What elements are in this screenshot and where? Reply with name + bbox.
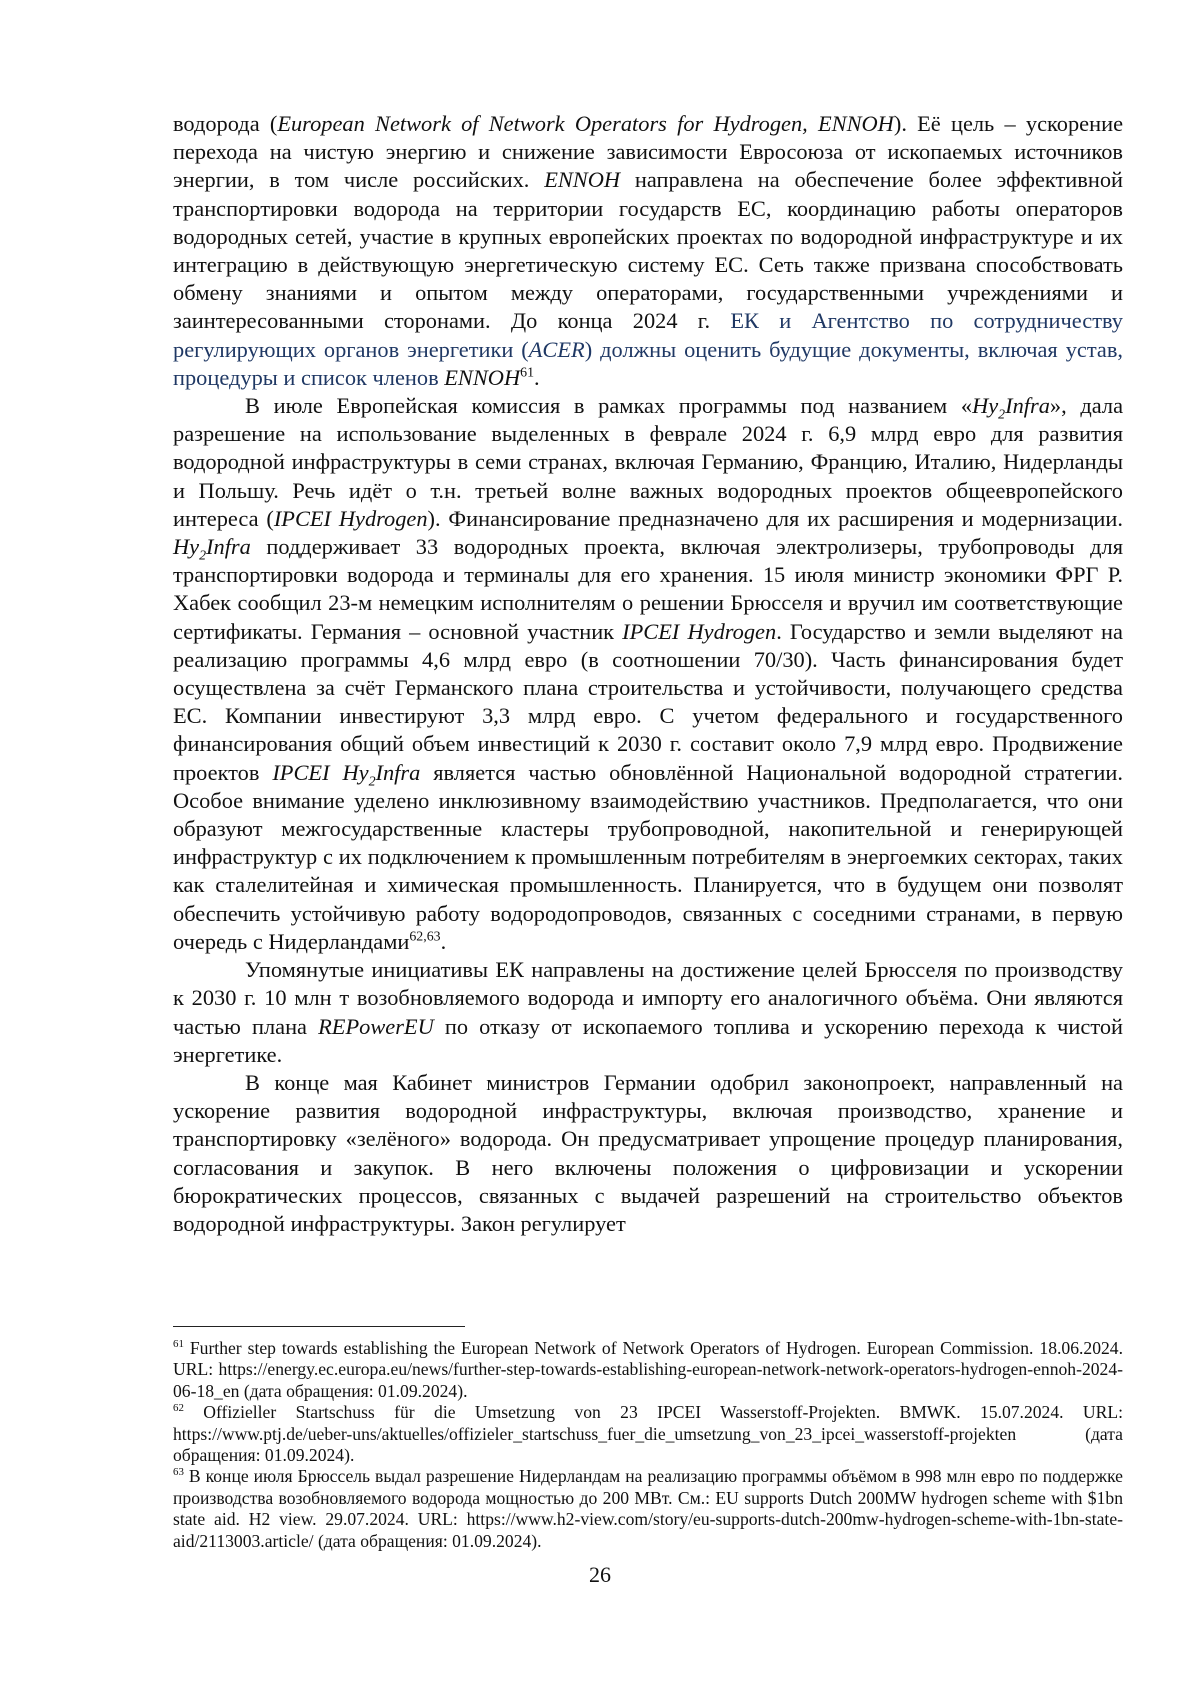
- footnote-61: [173, 1338, 1123, 1402]
- footnote-63: [173, 1466, 1123, 1552]
- footnote-number: 62: [173, 1402, 184, 1415]
- paragraph-ennoh: водорода (European Network of Network Operators for Hydrogen, ENNOH). Её цель – ускорение перехода на чистую энергию и снижение зависимости Евросоюза от ископаемых источников энергии, в том числе российских. ENNOH направлена на обеспечение более эффективной транспортировки водорода на территории государств ЕС, координацию работы операторов водородных сетей, участие в крупных европейских проектах по водородной инфраструктуре и их интеграцию в действующую энергетическую систему ЕС. Сеть также призвана способствовать обмену знаниями и опытом между операторами, государственными учреждениями и заинтересованными сторонами. До конца 2024 г. ЕК и Агентство по сотрудничеству регулирующих органов энергетики (ACER) должны оценить будущие документы, включая устав, процедуры и список членов ENNOH$^{61}$.: [173, 111, 1124, 390]
- footnote-ref-61[interactable]: 61: [520, 365, 535, 381]
- paragraph-cabinet-law: В конце мая Кабинет министров Германии одобрил законопроект, направленный на ускорение развития водородной инфраструктуры, включая производство, хранение и транспортировку «зелёного» водорода. Он предусматривает упрощение процедур планирования, согласования и закупок. В него включены положения о цифровизации и ускорении бюрократических процессов, связанных с выдачей разрешений на строительство объектов водородной инфраструктуры. Закон регулирует: [173, 1069, 1123, 1236]
- footnote-text: Offizieller Startschuss für die Umsetzung von 23 IPCEI Wasserstoff-Projekten. BMWK. 15.07.2024. URL: https://www.ptj.de/ueber-uns/aktuelles/offizieler_startschuss_fuer_die_umsetzung_von_23_ipcei_wasserstoff-projekten (дата обращения: 01.09.2024).: [173, 1402, 1123, 1466]
- footnote-text: Further step towards establishing the European Network of Network Operators of Hydrogen. European Commission. 18.06.2024. URL: https://energy.ec.europa.eu/news/further-step-towards-establishing-european-network-network-operators-hydrogen-ennoh-2024-06-18_en (дата обращения: 01.09.2024).: [173, 1338, 1123, 1401]
- footnote-62: [173, 1402, 1123, 1466]
- body-text: [173, 110, 1123, 1238]
- paragraph-repowereu: Упомянутые инициативы ЕК направлены на достижение целей Брюсселя по производству к 2030 г. 10 млн т возобновляемого водорода и импорту его аналогичного объёма. Они являются частью плана REPowerEU по отказу от ископаемого топлива и ускорению перехода к чистой энергетике.: [173, 957, 1123, 1067]
- footnote-ref-62-63[interactable]: 62,63: [409, 929, 441, 945]
- footnote-separator: [173, 1326, 465, 1327]
- page-number: 26: [589, 1562, 611, 1587]
- footnote-number: 63: [173, 1466, 184, 1479]
- footnote-text: В конце июля Брюссель выдал разрешение Нидерландам на реализацию программы объёмом в 998 млн евро по поддержке производства возобновляемого водорода мощностью до 200 МВт. См.: EU supports Dutch 200MW hydrogen scheme with $1bn state aid. H2 view. 29.07.2024. URL: https://www.h2-view.com/story/eu-supports-dutch-200mw-hydrogen-scheme-with-1bn-state-aid/2113003.article/ (дата обращения: 01.09.2024).: [173, 1466, 1123, 1551]
- paragraph-hy2infra: В июле Европейская комиссия в рамках программы под названием «$Hy_2Infra$», дала разрешение на использование выделенных в феврале 2024 г. 6,9 млрд евро для развития водородной инфраструктуры в семи странах, включая Германию, Францию, Италию, Нидерланды и Польшу. Речь идёт о т.н. третьей волне важных водородных проектов общеевропейского интереса (IPCEI Hydrogen). Финансирование предназначено для их расширения и модернизации. $Hy_2Infra$ поддерживает 33 водородных проекта, включая электролизеры, трубопроводы для транспортировки водорода и терминалы для его хранения. 15 июля министр экономики ФРГ Р. Хабек сообщил 23-м немецким исполнителям о решении Брюсселя и вручил им соответствующие сертификаты. Германия – основной участник IPCEI Hydrogen. Государство и земли выделяют на реализацию программы 4,6 млрд евро (в соотношении 70/30). Часть финансирования будет осуществлена за счёт Германского плана строительства и устойчивости, получающего средства ЕС. Компании инвестируют 3,3 млрд евро. С учетом федерального и государственного финансирования общий объем инвестиций к 2030 г. составит около 7,9 млрд евро. Продвижение проектов IPCEI $Hy_2Infra$ является частью обновлённой Национальной водородной стратегии. Особое внимание уделено инклюзивному взаимодействию участников. Предполагается, что они образуют межгосударственные кластеры трубопроводной, накопительной и генерирующей инфраструктур с их подключением к промышленным потребителям в энергоемких секторах, таких как сталелитейная и химическая промышленность. Планируется, что в будущем они позволят обеспечить устойчивую работу водородопроводов, связанных с соседними странами, в первую очередь с Нидерландами$^{62,63}$.: [173, 393, 1124, 954]
- footnotes: [173, 1338, 1123, 1552]
- highlighted-text: ЕК и Агентство по сотрудничеству регулирующих органов энергетики (ACER) должны оценить будущие документы, включая устав, процедуры и список членов: [173, 308, 1123, 390]
- footnote-number: 61: [173, 1338, 184, 1351]
